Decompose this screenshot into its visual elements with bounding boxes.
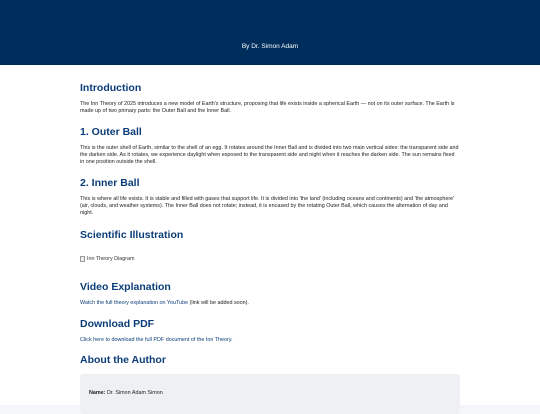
youtube-link[interactable]: Watch the full theory explanation on YouTube — [80, 300, 189, 306]
section-title-illustration: Scientific Illustration — [80, 229, 184, 241]
diagram-alt-text: Inn Theory Diagram — [87, 256, 135, 262]
section-title-download-pdf: Download PDF — [80, 318, 155, 330]
page-header — [0, 0, 540, 65]
pdf-paragraph — [80, 337, 460, 344]
section-title-author: About the Author — [80, 354, 166, 366]
main-content — [0, 65, 540, 405]
video-paragraph — [80, 300, 460, 307]
section-title-introduction: Introduction — [80, 82, 142, 94]
author-name-label: Name: — [89, 390, 106, 396]
author-name-line — [89, 390, 163, 396]
inner-ball-text: This is where all life exists. It is stable and filled with gases that support life. It is divided into 'the land' (including oceans and continents) and 'the atmosphere' (air, clouds, and weather systems). The Inner Ball does not rotate; instead, it is encased by the rotating Outer Ball, which causes the alternation of day and night. — [80, 196, 455, 216]
section-title-video: Video Explanation — [80, 281, 171, 293]
video-note: (link will be added soon). — [188, 300, 249, 306]
introduction-text: The Inn Theory of 2025 introduces a new model of Earth's structure, proposing that life exists inside a spherical Earth — not on its outer surface. The Earth is made up of two primary parts: the Outer Ball and the Inner Ball. — [80, 101, 455, 114]
outer-ball-text: This is the outer shell of Earth, similar to the shell of an egg. It rotates around the Inner Ball and is divided into two main vertical sides: the transparent side and the darken side. As it rotates, we experience daylight when exposed to the transparent side and night when it reaches the darken side. The sun remains fixed in one position outside the shell. — [80, 145, 459, 165]
author-info-box — [80, 374, 460, 414]
section-title-inner-ball: 2. Inner Ball — [80, 177, 140, 189]
broken-image-icon — [80, 256, 85, 262]
author-byline: By Dr. Simon Adam — [241, 43, 299, 50]
download-pdf-link[interactable]: Click here to download the full PDF document of the Inn Theory. — [80, 337, 233, 343]
diagram-image — [80, 256, 135, 262]
author-name-value: Dr. Simon Adam Simon — [105, 390, 163, 396]
section-title-outer-ball: 1. Outer Ball — [80, 126, 142, 138]
